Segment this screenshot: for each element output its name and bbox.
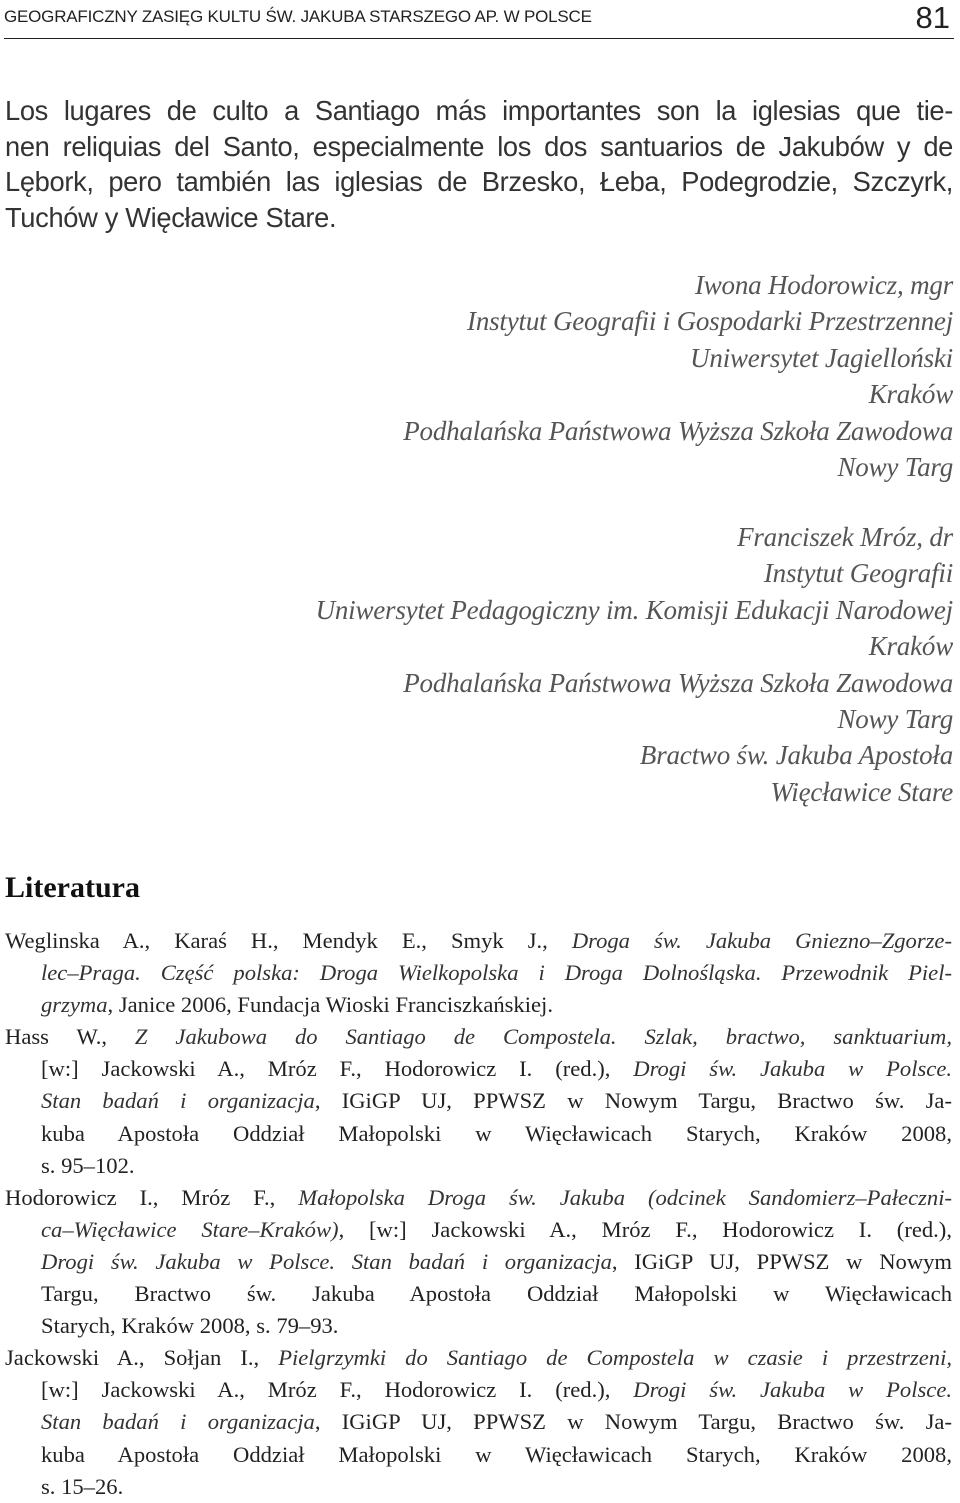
bibliography-line bbox=[5, 1342, 952, 1374]
roman-text: , IGiGP UJ, PPWSZ w Nowym bbox=[611, 1248, 953, 1274]
affiliation-line: Podhalańska Państwowa Wyższa Szkoła Zawodowa bbox=[403, 415, 953, 446]
roman-text: kuba Apostoła Oddział Małopolski w Więcławicach Starych, Kraków 2008, bbox=[41, 1441, 952, 1467]
affiliation-line: Nowy Targ bbox=[837, 704, 953, 735]
intro-line: nen reliquias del Santo, especialmente los dos santuarios de Jakubów y de bbox=[5, 130, 953, 162]
author-name: Franciszek Mróz, dr bbox=[737, 522, 953, 552]
italic-text: Małopolska Droga św. Jakuba (odcinek Sandomierz–Pałeczni- bbox=[298, 1184, 952, 1210]
affiliation-line: Nowy Targ bbox=[837, 452, 953, 483]
roman-text: [w:] Jackowski A., Mróz F., Hodorowicz I. (red.), bbox=[41, 1377, 634, 1403]
roman-text: Hass W., bbox=[5, 1024, 135, 1050]
bibliography-entry bbox=[5, 1182, 952, 1342]
roman-text: s. 15–26. bbox=[41, 1473, 124, 1499]
italic-text: Stan badań i organizacja bbox=[41, 1409, 315, 1435]
bibliography-line bbox=[5, 1439, 952, 1471]
bibliography-entry bbox=[5, 1021, 952, 1181]
affiliation-line: Uniwersytet Jagielloński bbox=[690, 342, 953, 373]
italic-text: Z Jakubowa do Santiago de Compostela. Szlak, bractwo, sanktuarium, bbox=[134, 1024, 952, 1050]
roman-text: , IGiGP UJ, PPWSZ w Nowym Targu, Bractwo św. Ja- bbox=[314, 1088, 952, 1114]
affiliation-line: Kraków bbox=[868, 631, 953, 662]
affiliation-line: Kraków bbox=[868, 379, 953, 410]
italic-text: ca–Więcławice Stare–Kraków) bbox=[41, 1216, 339, 1242]
affiliation-line: Więcławice Stare bbox=[770, 776, 953, 807]
author-name: Iwona Hodorowicz, mgr bbox=[694, 270, 953, 300]
section-heading-literature: Literatura bbox=[5, 871, 140, 904]
italic-text: Droga św. Jakuba Gniezno–Zgorze- bbox=[571, 928, 952, 953]
bibliography-line bbox=[5, 1214, 952, 1246]
bibliography-line bbox=[5, 1246, 952, 1278]
bibliography-line bbox=[5, 1118, 952, 1150]
bibliography-line bbox=[5, 1085, 952, 1117]
affiliation-line: Podhalańska Państwowa Wyższa Szkoła Zawodowa bbox=[403, 667, 953, 698]
bibliography-line bbox=[5, 957, 952, 989]
intro-paragraph bbox=[5, 93, 953, 235]
roman-text: Hodorowicz I., Mróz F., bbox=[5, 1184, 299, 1210]
roman-text: , Janice 2006, Fundacja Wioski Franciszkańskiej. bbox=[107, 992, 553, 1018]
bibliography-line bbox=[5, 1406, 952, 1438]
intro-line: Los lugares de culto a Santiago más importantes son la iglesias que tie- bbox=[5, 95, 953, 126]
bibliography-line bbox=[5, 1310, 952, 1342]
bibliography-entry bbox=[5, 1342, 952, 1502]
roman-text: kuba Apostoła Oddział Małopolski w Więcławicach Starych, Kraków 2008, bbox=[41, 1120, 952, 1146]
intro-line: Tuchów y Więcławice Stare. bbox=[5, 201, 337, 233]
italic-text: Drogi św. Jakuba w Polsce. Stan badań i organizacja bbox=[41, 1248, 612, 1274]
roman-text: , IGiGP UJ, PPWSZ w Nowym Targu, Bractwo św. Ja- bbox=[314, 1409, 952, 1435]
affiliation-line: Instytut Geografii i Gospodarki Przestrzennej bbox=[467, 306, 953, 337]
bibliography-line bbox=[5, 1053, 952, 1085]
italic-text: lec–Praga. Część polska: Droga Wielkopolska i Droga Dolnośląska. Przewodnik Piel- bbox=[41, 960, 952, 986]
roman-text: , [w:] Jackowski A., Mróz F., Hodorowicz I. (red.), bbox=[338, 1216, 952, 1242]
italic-text: Drogi św. Jakuba w Polsce. bbox=[633, 1056, 952, 1082]
bibliography-line bbox=[5, 1182, 952, 1214]
bibliography-line bbox=[5, 1471, 952, 1503]
roman-text: [w:] Jackowski A., Mróz F., Hodorowicz I. (red.), bbox=[41, 1056, 634, 1082]
italic-text: grzyma bbox=[41, 992, 108, 1018]
bibliography-line bbox=[5, 925, 952, 957]
running-title: GEOGRAFICZNY ZASIĘG KULTU ŚW. JAKUBA STARSZEGO AP. W POLSCE bbox=[4, 7, 592, 26]
bibliography-line bbox=[5, 1374, 952, 1406]
bibliography-line bbox=[5, 1021, 952, 1053]
running-header bbox=[4, 0, 954, 39]
italic-text: Stan badań i organizacja bbox=[41, 1088, 315, 1114]
author-affiliation-hodorowicz bbox=[193, 267, 953, 485]
roman-text: Targu, Bractwo św. Jakuba Apostoła Oddział Małopolski w Więcławicach bbox=[41, 1281, 952, 1307]
page-number: 81 bbox=[915, 0, 950, 35]
italic-text: Drogi św. Jakuba w Polsce. bbox=[633, 1377, 952, 1403]
roman-text: Jackowski A., Sołjan I., bbox=[5, 1345, 279, 1371]
author-affiliation-mroz bbox=[193, 519, 953, 810]
affiliation-line: Instytut Geografii bbox=[763, 558, 953, 589]
affiliation-line: Bractwo św. Jakuba Apostoła bbox=[639, 740, 953, 771]
roman-text: Weglinska A., Karaś H., Mendyk E., Smyk J., bbox=[5, 928, 572, 953]
intro-line: Lębork, pero también las iglesias de Brzesko, Łeba, Podegrodzie, Szczyrk, bbox=[5, 166, 953, 197]
bibliography-list bbox=[5, 925, 952, 1503]
bibliography-line bbox=[5, 989, 952, 1021]
affiliation-line: Uniwersytet Pedagogiczny im. Komisji Edukacji Narodowej bbox=[315, 594, 953, 625]
bibliography-line bbox=[5, 1150, 952, 1182]
roman-text: Starych, Kraków 2008, s. 79–93. bbox=[41, 1313, 339, 1339]
roman-text: s. 95–102. bbox=[41, 1152, 135, 1178]
bibliography-entry bbox=[5, 925, 952, 1021]
bibliography-line bbox=[5, 1278, 952, 1310]
italic-text: Pielgrzymki do Santiago de Compostela w czasie i przestrzeni, bbox=[278, 1345, 952, 1371]
